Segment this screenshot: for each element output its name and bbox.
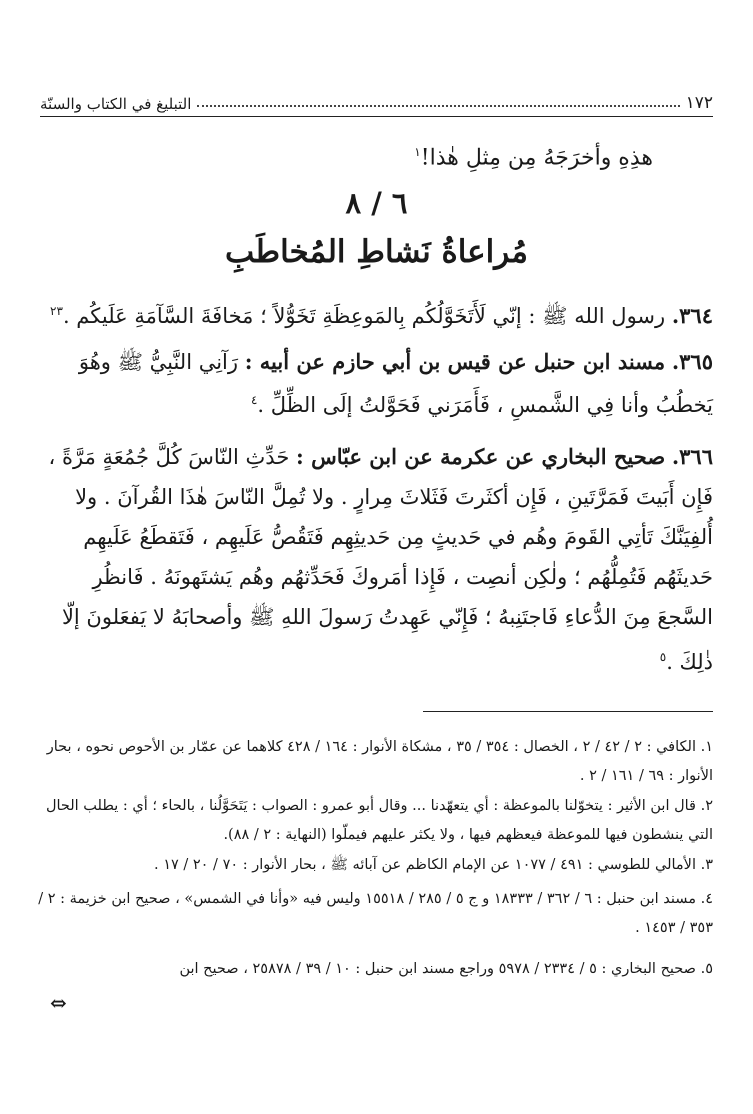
footnote (38, 851, 713, 880)
hadith-text: حَدِّثِ النّاسَ كُلَّ جُمُعَةٍ مَرَّةً ، فَإِن أَبَيتَ فَمَرَّتَينِ ، فَإِن أكثَرتَ فَثَلاثَ مِرارٍ . ولا تُمِلَّ النّاسَ هٰذَا القُرآنَ . ولا أُلفِيَنَّكَ تَأتِي القَومَ وهُم في حَديثٍ مِن حَديثِهِم فَتَقُصُّ عَلَيهِم ، فَتَقطَعُ عَلَيهِم حَديثَهُم فَتُمِلُّهُم ؛ ولٰكِن أنصِت ، فَإِذا أمَروكَ فَحَدِّثهُم وهُم يَشتَهونَهُ . فَانظُرِ السَّجعَ مِنَ الدُّعاءِ فَاجتَنِبهُ ؛ فَإِنّي عَهِدتُ رَسولَ اللهِ ﷺ وأصحابَهُ لا يَفعَلونَ إلّا ذٰلِكَ . (48, 445, 713, 674)
footnote-separator (423, 711, 713, 712)
footnote-text: مسند ابن حنبل : ٦ / ٣٦٢ / ١٨٣٣٣ و ج ٥ / ٢٨٥ / ١٥٥١٨ وليس فيه «وأنا في الشمس» ، صحيح ابن خزيمة : ٢ / ٣٥٣ / ١٤٥٣ . (38, 891, 713, 936)
section-title: مُراعاةُ نَشاطِ المُخاطَبِ (224, 234, 529, 270)
footnote (38, 792, 713, 850)
footnote-number: ٣. (700, 857, 713, 873)
footnote-ref: ٤ (250, 393, 258, 407)
footnote-ref: ٣ (56, 304, 63, 318)
hadith-source: صحيح البخاري عن عكرمة عن ابن عبّاس : (296, 444, 666, 469)
hadith-text: رسول الله ﷺ : إنّي لَأَتَخَوَّلُكُم بِالمَوعِظَةِ تَخَوُّلاً ؛ مَخافَةَ السَّآمَةِ عَلَيكُم . (62, 304, 666, 328)
continue-arrow-icon: ⇔ (50, 991, 67, 1015)
hadith-number: ٣٦٤. (671, 303, 713, 328)
footnote (38, 733, 713, 791)
hadith-item (38, 437, 713, 682)
footnote-text: الأمالي للطوسي : ٤٩١ / ١٠٧٧ عن الإمام الكاظم عن آبائه ﷺ ، بحار الأنوار : ٧٠ / ٢٠ / ١٧ . (153, 857, 696, 873)
intro-text: هذِهِ وأخرَجَهُ مِن مِثلِ هٰذا! (420, 145, 653, 171)
footnote-number: ٥. (700, 961, 713, 977)
hadith-number: ٣٦٦. (671, 444, 713, 469)
section-number: ٦ / ٨ (345, 186, 408, 220)
footnote-number: ٤. (700, 891, 713, 907)
running-header (40, 84, 713, 117)
running-title: التبليغ في الكتاب والسنّة (40, 95, 192, 113)
hadith-source: مسند ابن حنبل عن قيس بن أبي حازم عن أبيه : (244, 349, 666, 374)
footnote-text: صحيح البخاري : ٥ / ٢٣٣٤ / ٥٩٧٨ وراجع مسند ابن حنبل : ١٠ / ٣٩ / ٢٥٨٧٨ ، صحيح ابن (179, 961, 696, 977)
footnote-text: الكافي : ٢ / ٤٢ / ٢ ، الخصال : ٣٥٤ / ٣٥ ، مشكاة الأنوار : ١٦٤ / ٤٢٨ كلاهما عن عمّار بن الأحوص نحوه ، بحار الأنوار : ٦٩ / ١٦١ / ٢ . (46, 739, 713, 784)
footnote (38, 885, 713, 943)
footnote-number: ١. (700, 739, 713, 755)
footnote-ref: ١ (414, 145, 421, 159)
hadith-text: رَآنِي النَّبِيُّ ﷺ وهُوَ يَخطُبُ وأنا فِي الشَّمسِ ، فَأَمَرَني فَحَوَّلتُ إلَى الظِّلِّ . (78, 350, 713, 417)
footnote-number: ٢. (700, 798, 713, 814)
hadith-item (38, 343, 713, 424)
header-leader-dots (197, 105, 679, 107)
intro-line (93, 132, 653, 178)
hadith-item (38, 292, 713, 336)
footnote-ref: ٥ (659, 650, 667, 664)
footnote-ref: ٢ (50, 304, 57, 318)
footnote (38, 955, 713, 984)
page-number: ١٧٢ (685, 93, 713, 113)
footnote-text: قال ابن الأثير : يتخوّلنا بالموعظة : أي يتعهّدنا ... وقال أبو عمرو : الصواب : يَتَحَوَّلُنا ، بالحاء ؛ أي : يطلب الحال التي ينشطون فيها للموعظة فيعظهم فيها ، ولا يكثر عليهم فيملّوا (النهاية : ٢ / ٨٨). (45, 798, 713, 843)
hadith-number: ٣٦٥. (671, 349, 713, 374)
